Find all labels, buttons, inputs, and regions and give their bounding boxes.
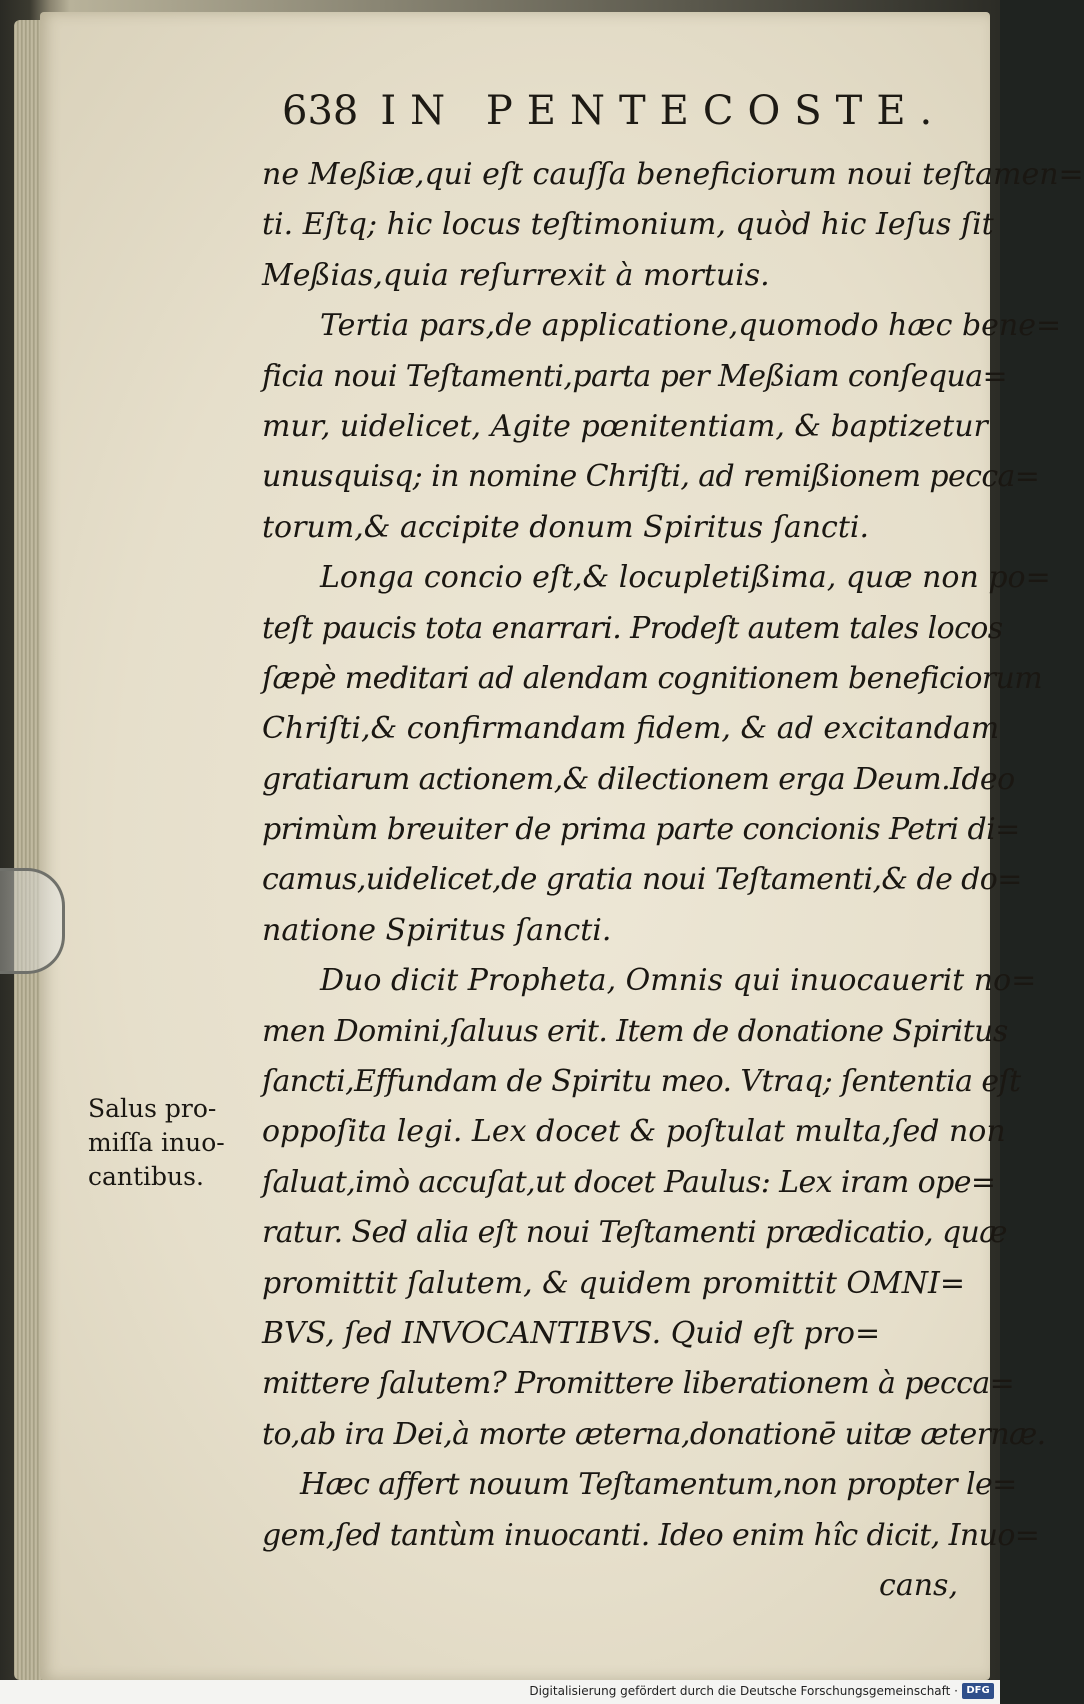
text-line: torum,& accipite donum Spiritus ſancti. (262, 509, 870, 545)
text-line: Chriſti,& confirmandam fidem, & ad excitandam (262, 711, 1000, 747)
text-line: ne Meßiæ,qui eſt cauſſa beneficiorum noui teſtamen= (262, 157, 1084, 192)
page-number: 638 (282, 88, 359, 134)
text-line: men Domini,ſaluus erit. Item de donatione Spiritus (262, 1013, 1008, 1049)
catchword: cans, (879, 1567, 958, 1603)
margin-note-line: cantibus. (88, 1162, 204, 1191)
text-line: ficia noui Teſtamenti,parta per Meßiam conſequa= (262, 358, 1008, 394)
text-line: gem,ſed tantùm inuocanti. Ideo enim hîc dicit, Inuo= (262, 1517, 1040, 1553)
text-line: teſt paucis tota enarrari. Prodeſt autem tales locos (262, 610, 1003, 646)
text-line: unusquisq; in nomine Chriſti, ad remißionem pecca= (262, 459, 1040, 495)
text-line: Longa concio eſt,& locupletißima, quæ non po= (320, 560, 1051, 596)
text-line: primùm breuiter de prima parte concionis Petri di= (262, 812, 1020, 848)
margin-note (88, 1092, 248, 1194)
funding-credit: Digitalisierung gefördert durch die Deutsche Forschungsgemeinschaft · (529, 1684, 958, 1698)
running-header (282, 88, 982, 148)
text-line: mittere ſalutem? Promittere liberationem à pecca= (262, 1366, 1015, 1402)
page-clip (0, 868, 65, 974)
margin-note-line: miſſa inuo- (88, 1128, 225, 1157)
text-line: Tertia pars,de applicatione,quomodo hæc bene= (320, 308, 1062, 344)
text-line: Hæc affert nouum Teſtamentum,non propter le= (300, 1467, 1017, 1503)
body-text (262, 150, 1084, 1611)
running-title: IN PENTECOSTE. (380, 88, 947, 134)
text-line: camus,uidelicet,de gratia noui Teſtamenti,& de do= (262, 862, 1022, 898)
text-line: ti. Eſtq; hic locus teſtimonium, quòd hic Ieſus ſit (262, 207, 994, 243)
text-line: Meßias,quia reſurrexit à mortuis. (262, 257, 770, 293)
text-line: natione Spiritus ſancti. (262, 912, 612, 948)
text-line: ratur. Sed alia eſt noui Teſtamenti prædicatio, quæ (262, 1215, 1007, 1251)
text-line: oppoſita legi. Lex docet & poſtulat multa,ſed non (262, 1114, 1006, 1150)
text-line: ſaluat,imò accuſat,ut docet Paulus: Lex iram ope= (262, 1164, 996, 1200)
text-line: ſancti,Effundam de Spiritu meo. Vtraq; ſententia eſt (262, 1064, 1021, 1100)
text-line: ſæpè meditari ad alendam cognitionem beneficiorum (262, 660, 1043, 696)
text-line: promittit ſalutem, & quidem promittit OMNI= (262, 1265, 965, 1301)
text-line: Duo dicit Propheta, Omnis qui inuocauerit no= (320, 963, 1037, 999)
text-line: mur, uidelicet, Agite pœnitentiam, & baptizetur (262, 408, 988, 444)
text-line: gratiarum actionem,& dilectionem erga Deum.Ideo (262, 761, 1015, 797)
dfg-logo: DFG (962, 1683, 994, 1699)
text-line: to,ab ira Dei,à morte æterna,donationē uitæ æternæ. (262, 1416, 1046, 1452)
margin-note-line: Salus pro- (88, 1094, 217, 1123)
text-line: BVS, ſed INVOCANTIBVS. Quid eſt pro= (262, 1315, 881, 1351)
